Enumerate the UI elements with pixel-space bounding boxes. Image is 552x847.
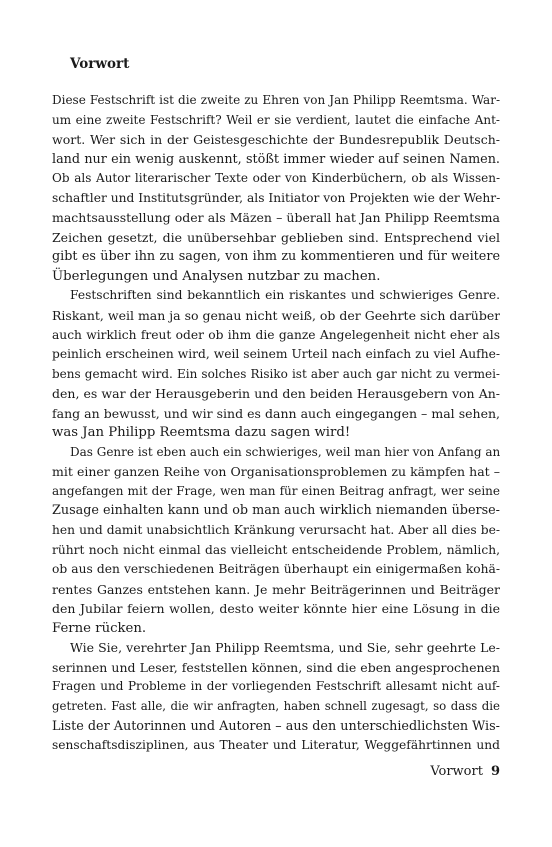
text-line: den Jubilar feiern wollen, desto weiter könnte hier eine Lösung in die — [52, 601, 500, 617]
running-footer-title: Vorwort — [430, 764, 483, 779]
text-line: Ferne rücken. — [52, 620, 147, 636]
page-number: 9 — [490, 764, 500, 779]
text-line: mit einer ganzen Reihe von Organisationsproblemen zu kämpfen hat – — [52, 464, 500, 480]
text-line: fang an bewusst, und wir sind es dann auch eingegangen – mal sehen, — [52, 405, 500, 421]
text-line: Festschriften sind bekanntlich ein riskantes und schwieriges Genre. — [70, 288, 500, 303]
text-line: rührt noch nicht einmal das vielleicht entscheidende Problem, nämlich, — [52, 542, 500, 557]
text-line: land nur ein wenig auskennt, stößt immer wieder auf seinen Namen. — [52, 151, 500, 167]
text-line: peinlich erscheinen wird, weil seinem Urteil nach einfach zu viel Aufhe- — [52, 347, 500, 362]
text-line: den, es war der Herausgeberin und den beiden Herausgebern von An- — [52, 386, 500, 402]
text-line: rentes Ganzes entstehen kann. Je mehr Beiträgerinnen und Beiträger — [52, 581, 500, 597]
text-line: Überlegungen und Analysen nutzbar zu machen. — [52, 268, 381, 284]
text-line: Fragen und Probleme in der vorliegenden Festschrift allesamt nicht auf- — [52, 679, 500, 694]
section-heading: Vorwort — [70, 56, 130, 72]
text-line: Wie Sie, verehrter Jan Philipp Reemtsma, und Sie, sehr geehrte Le- — [70, 640, 500, 656]
text-line: auch wirklich freut oder ob ihm die ganze Angelegenheit nicht eher als — [52, 327, 500, 342]
text-line: was Jan Philipp Reemtsma dazu sagen wird! — [52, 425, 351, 441]
text-line: serinnen und Leser, feststellen können, sind die eben angesprochenen — [52, 659, 500, 675]
text-line: angefangen mit der Frage, wen man für einen Beitrag anfragt, wer seine — [52, 483, 500, 498]
text-line: Riskant, weil man ja so genau nicht weiß, ob der Geehrte sich darüber — [52, 308, 500, 324]
text-line: schaftler und Institutsgründer, als Initiator von Projekten wie der Wehr- — [52, 190, 500, 205]
text-line: Liste der Autorinnen und Autoren – aus den unterschiedlichsten Wis- — [52, 718, 500, 734]
text-line: Diese Festschrift ist die zweite zu Ehren von Jan Philipp Reemtsma. War- — [52, 93, 500, 107]
text-line: um eine zweite Festschrift? Weil er sie verdient, lautet die einfache Ant- — [52, 112, 500, 127]
text-line: Ob als Autor literarischer Texte oder von Kinderbüchern, ob als Wissen- — [52, 171, 500, 186]
text-line: Zeichen gesetzt, die unübersehbar geblieben sind. Entsprechend viel — [52, 229, 500, 245]
text-line: Zusage einhalten kann und ob man auch wirklich niemanden überse- — [52, 503, 500, 519]
text-line: wort. Wer sich in der Geistesgeschichte der Bundesrepublik Deutsch- — [52, 132, 500, 148]
text-line: machtsausstellung oder als Mäzen – überall hat Jan Philipp Reemtsma — [52, 210, 500, 226]
text-line: getreten. Fast alle, die wir anfragten, haben schnell zugesagt, so dass die — [52, 698, 500, 713]
text-line: hen und damit unabsichtlich Kränkung verursacht hat. Aber all dies be- — [52, 523, 500, 538]
text-line: bens gemacht wird. Ein solches Risiko ist aber auch gar nicht zu vermei- — [52, 366, 500, 381]
text-line: ob aus den verschiedenen Beiträgen überhaupt ein einigermaßen kohä- — [52, 562, 500, 577]
page-footer — [430, 764, 500, 779]
text-line: gibt es über ihn zu sagen, von ihm zu kommentieren und für weitere — [52, 249, 500, 265]
text-line: senschaftsdisziplinen, aus Theater und Literatur, Weggefährtinnen und — [52, 738, 500, 753]
body-text — [52, 91, 500, 756]
text-line: Das Genre ist eben auch ein schwieriges, weil man hier von Anfang an — [70, 444, 500, 459]
